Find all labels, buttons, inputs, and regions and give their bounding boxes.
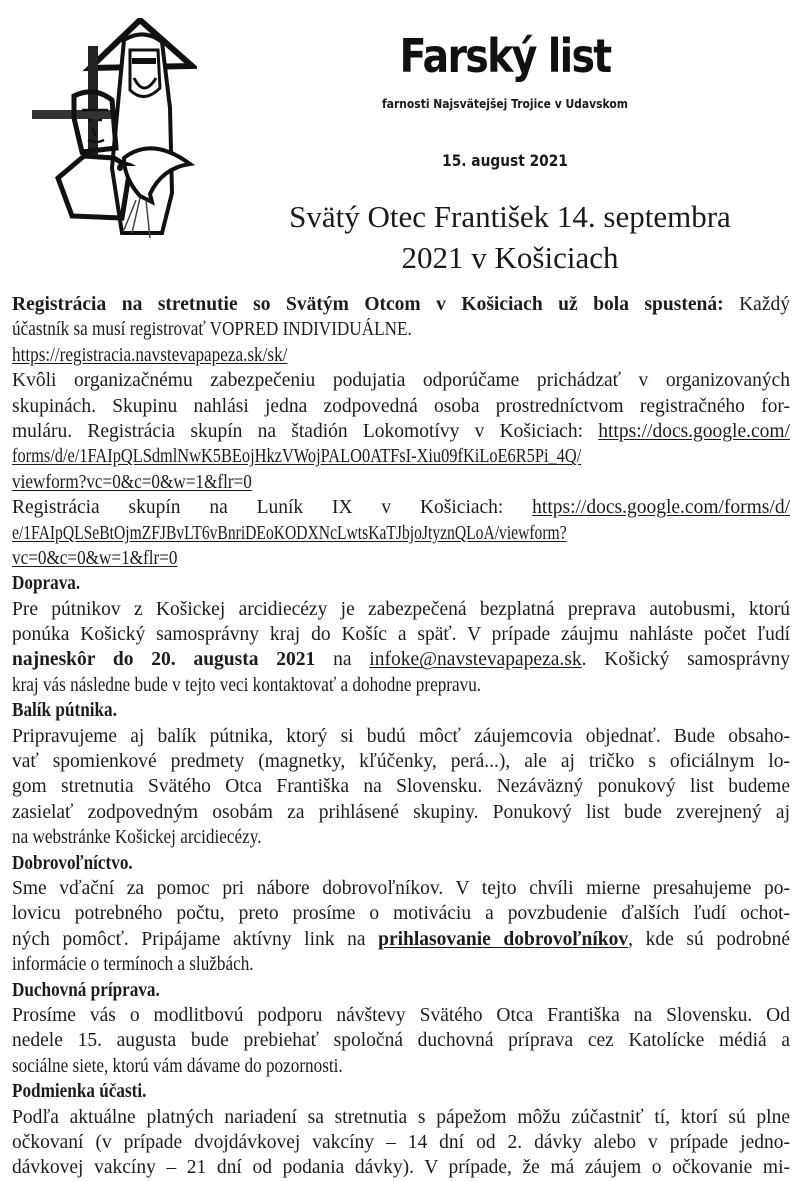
lunik-link-line-2 <box>12 521 790 546</box>
volunteering-heading: Dobrovoľníctvo. <box>12 852 133 874</box>
lunik-link-part-1[interactable]: https://docs.google.com/forms/d/ <box>532 497 790 519</box>
transport-line-4-text: kraj vás následne bude v tejto veci kontaktovať a dohodne prepravu. <box>12 674 482 696</box>
transport-line-3 <box>12 647 790 672</box>
registration-para-line-1: Kvôli organizačnému zabezpečeniu podujatia odporúčame prichádzať v organizovaných <box>12 370 790 392</box>
volunteering-line-1: Sme vďační za pomoc pri nábore dobrovoľníkov. V tejto chvíli mierne presahujeme po- <box>12 877 790 899</box>
volunteering-line-2: lovicu potrebného počtu, preto prosíme o motiváciu a povzbudenie ďalších ľudí ochot- <box>12 903 790 925</box>
conditions-heading: Podmienka účasti. <box>12 1081 147 1103</box>
transport-deadline: najneskôr do 20. augusta 2021 <box>12 649 316 671</box>
spiritual-line-1: Prosíme vás o modlitbovú podporu návštevy Svätého Otca Františka na Slovensku. Od <box>12 1004 790 1026</box>
article-body <box>12 292 790 1181</box>
transport-email-link[interactable]: infoke@navstevapapeza.sk <box>369 649 582 671</box>
spiritual-heading: Duchovná príprava. <box>12 979 160 1001</box>
registration-lead: Registrácia na stretnutie so Svätým Otcom v Košiciach už bola spustená: <box>12 294 724 315</box>
package-line-3: gom stretnutia Svätého Otca Františka na Slovensku. Nezáväzný ponukový list budeme <box>12 776 790 798</box>
registration-line-2-text: účastník sa musí registrovať VOPRED INDIVIDUÁLNE. <box>12 319 412 341</box>
headline-line-2: 2021 v Košiciach <box>401 240 619 275</box>
transport-heading: Doprava. <box>12 573 81 595</box>
parish-subtitle: farnosti Najsvätejšej Trojice v Udavskom <box>382 96 628 111</box>
lokomotiva-link-part-3[interactable]: viewform?vc=0&c=0&w=1&flr=0 <box>12 471 252 493</box>
transport-line-4 <box>12 673 790 698</box>
lokomotiva-link-line-3 <box>12 470 790 495</box>
registration-intro <box>12 292 790 317</box>
package-line-4: zasielať zodpovedným osobám za prihlásené skupiny. Ponukový list bude zverejnený aj <box>12 801 790 823</box>
package-line-5-text: na webstránke Košickej arcidiecézy. <box>12 827 262 849</box>
lunik-link-line-3 <box>12 546 790 571</box>
issue-date: 15. august 2021 <box>442 151 568 170</box>
transport-line-1: Pre pútnikov z Košickej arcidiecézy je zabezpečená bezplatná preprava autobusmi, ktorú <box>12 598 790 620</box>
trinity-illustration-icon <box>12 18 197 243</box>
lokomotiva-link-line-2 <box>12 444 790 469</box>
lokomotiva-link-part-1[interactable]: https://docs.google.com/ <box>598 420 790 442</box>
article-headline <box>210 196 810 278</box>
registration-para-line-2: skupinách. Skupinu nahlási jedna zodpovedná osoba prostredníctvom registračného for- <box>12 395 790 417</box>
spiritual-line-2: nedele 15. augusta bude prebiehať spoločná duchovná príprava cez Katolícke médiá a <box>12 1030 790 1052</box>
conditions-line-1: Podľa aktuálne platných nariadení sa stretnutia s pápežom môžu zúčastniť tí, ktorí sú plne <box>12 1106 790 1128</box>
package-line-2: vať spomienkové predmety (magnetky, kľúčenky, perá...), ale aj tričko s oficiálnym lo- <box>12 751 790 773</box>
volunteer-signup-link[interactable]: prihlasovanie dobrovoľníkov <box>378 928 629 950</box>
volunteering-line-4-text: informácie o termínoch a službách. <box>12 954 254 976</box>
volunteering-line-4 <box>12 952 790 977</box>
registration-lead-rest: Každý <box>723 294 790 315</box>
lokomotiva-label: muláru. Registrácia skupín na štadión Lokomotívy v Košiciach: <box>12 420 599 442</box>
lunik-link-part-2[interactable]: e/1FAIpQLSeBtOjmZFJBvLT6vBnriDEoKODXNcLwtsKaTJbjoJtyznQLoA/viewform? <box>12 522 567 544</box>
registration-link-line <box>12 343 790 368</box>
conditions-line-2: očkovaní (v prípade dvojdávkovej vakcíny – 14 dní od 2. dávky alebo v prípade jedno- <box>12 1131 790 1153</box>
transport-line-3-end: . Košický samosprávny <box>581 649 790 671</box>
spiritual-line-3-text: sociálne siete, ktorú vám dávame do pozornosti. <box>12 1055 343 1077</box>
volunteering-line-3 <box>12 927 790 952</box>
registration-line-2 <box>12 317 790 342</box>
lunik-link-part-3[interactable]: vc=0&c=0&w=1&flr=0 <box>12 547 178 569</box>
package-line-5 <box>12 825 790 850</box>
headline-line-1: Svätý Otec František 14. septembra <box>289 199 731 234</box>
lokomotiva-link-part-2[interactable]: forms/d/e/1FAIpQLSdmlNwK5BEojHkzVWojPALO0ATFsI-Xiu09fKiLoE6R5Pi_4Q/ <box>12 446 582 468</box>
spiritual-line-3 <box>12 1054 790 1079</box>
package-line-1: Pripravujeme aj balík pútnika, ktorý si budú môcť záujemcovia objednať. Bude obsaho- <box>12 725 790 747</box>
lunik-label: Registrácia skupín na Luník IX v Košiciach: <box>12 497 533 519</box>
transport-line-3-mid: na <box>315 649 370 671</box>
lunik-line-1 <box>12 495 790 520</box>
newsletter-title: Farský list <box>399 29 611 83</box>
transport-line-2: ponúka Košický samosprávny kraj do Košíc a späť. V prípade záujmu nahláste počet ľudí <box>12 624 790 646</box>
registration-para-line-3 <box>12 419 790 444</box>
volunteering-line-3-start: ných pomôcť. Pripájame aktívny link na <box>12 928 379 950</box>
registration-link[interactable]: https://registracia.navstevapapeza.sk/sk/ <box>12 344 288 366</box>
package-heading: Balík pútnika. <box>12 700 117 722</box>
volunteering-line-3-end: , kde sú podrobné <box>628 928 790 950</box>
conditions-line-3: dávkovej vakcíny – 21 dní od podania dávky). V prípade, že má záujem o očkovanie mi- <box>12 1157 790 1179</box>
